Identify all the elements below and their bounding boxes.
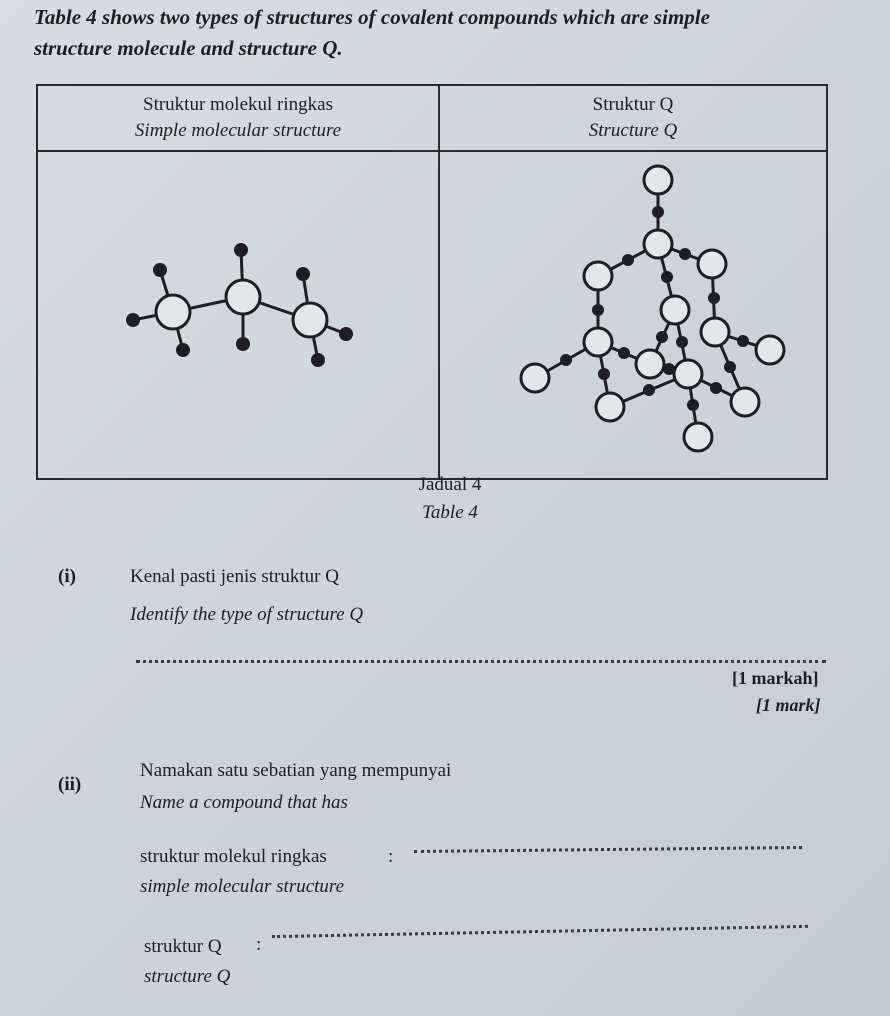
answer-line-1[interactable]	[136, 660, 826, 663]
question-2-number: (ii)	[58, 774, 82, 795]
answer-line-3[interactable]	[272, 925, 808, 938]
table-caption-en: Table 4	[422, 502, 478, 523]
row2-label-ms: struktur Q	[144, 936, 222, 957]
structure-q-cell	[440, 152, 826, 478]
row1-label-en: simple molecular structure	[140, 876, 345, 897]
question-1-text-en: Identify the type of structure Q	[130, 604, 364, 625]
row1-colon: :	[388, 846, 394, 867]
structure-q-diagram	[440, 152, 826, 478]
question-1-number: (i)	[58, 566, 76, 587]
row2-colon: :	[256, 934, 262, 955]
left-header-ms: Struktur molekul ringkas	[143, 94, 333, 115]
row1-label-ms: struktur molekul ringkas	[140, 846, 327, 867]
row2-label-en: structure Q	[144, 966, 231, 987]
right-column-header	[438, 86, 828, 150]
answer-line-2[interactable]	[414, 846, 802, 853]
question-1-mark-ms: [1 markah]	[732, 668, 819, 688]
question-1-text-ms: Kenal pasti jenis struktur Q	[130, 566, 339, 587]
structure-table	[36, 84, 828, 480]
simple-molecule-cell	[38, 152, 438, 478]
simple-molecule-diagram	[38, 152, 438, 478]
right-header-en: Structure Q	[588, 120, 678, 141]
question-2-text-ms: Namakan satu sebatian yang mempunyai	[140, 760, 452, 781]
left-header-en: Simple molecular structure	[134, 120, 342, 141]
intro-line-1: Table 4 shows two types of structures of covalent compounds which are simple	[34, 5, 710, 29]
table-caption-ms: Jadual 4	[418, 474, 482, 495]
intro-text	[34, 2, 854, 64]
right-header-ms: Struktur Q	[592, 94, 674, 115]
left-column-header	[38, 86, 438, 150]
intro-line-2: structure molecule and structure Q.	[34, 36, 343, 60]
question-2-text-en: Name a compound that has	[140, 792, 348, 813]
question-1-mark-en: [1 mark]	[756, 695, 821, 715]
